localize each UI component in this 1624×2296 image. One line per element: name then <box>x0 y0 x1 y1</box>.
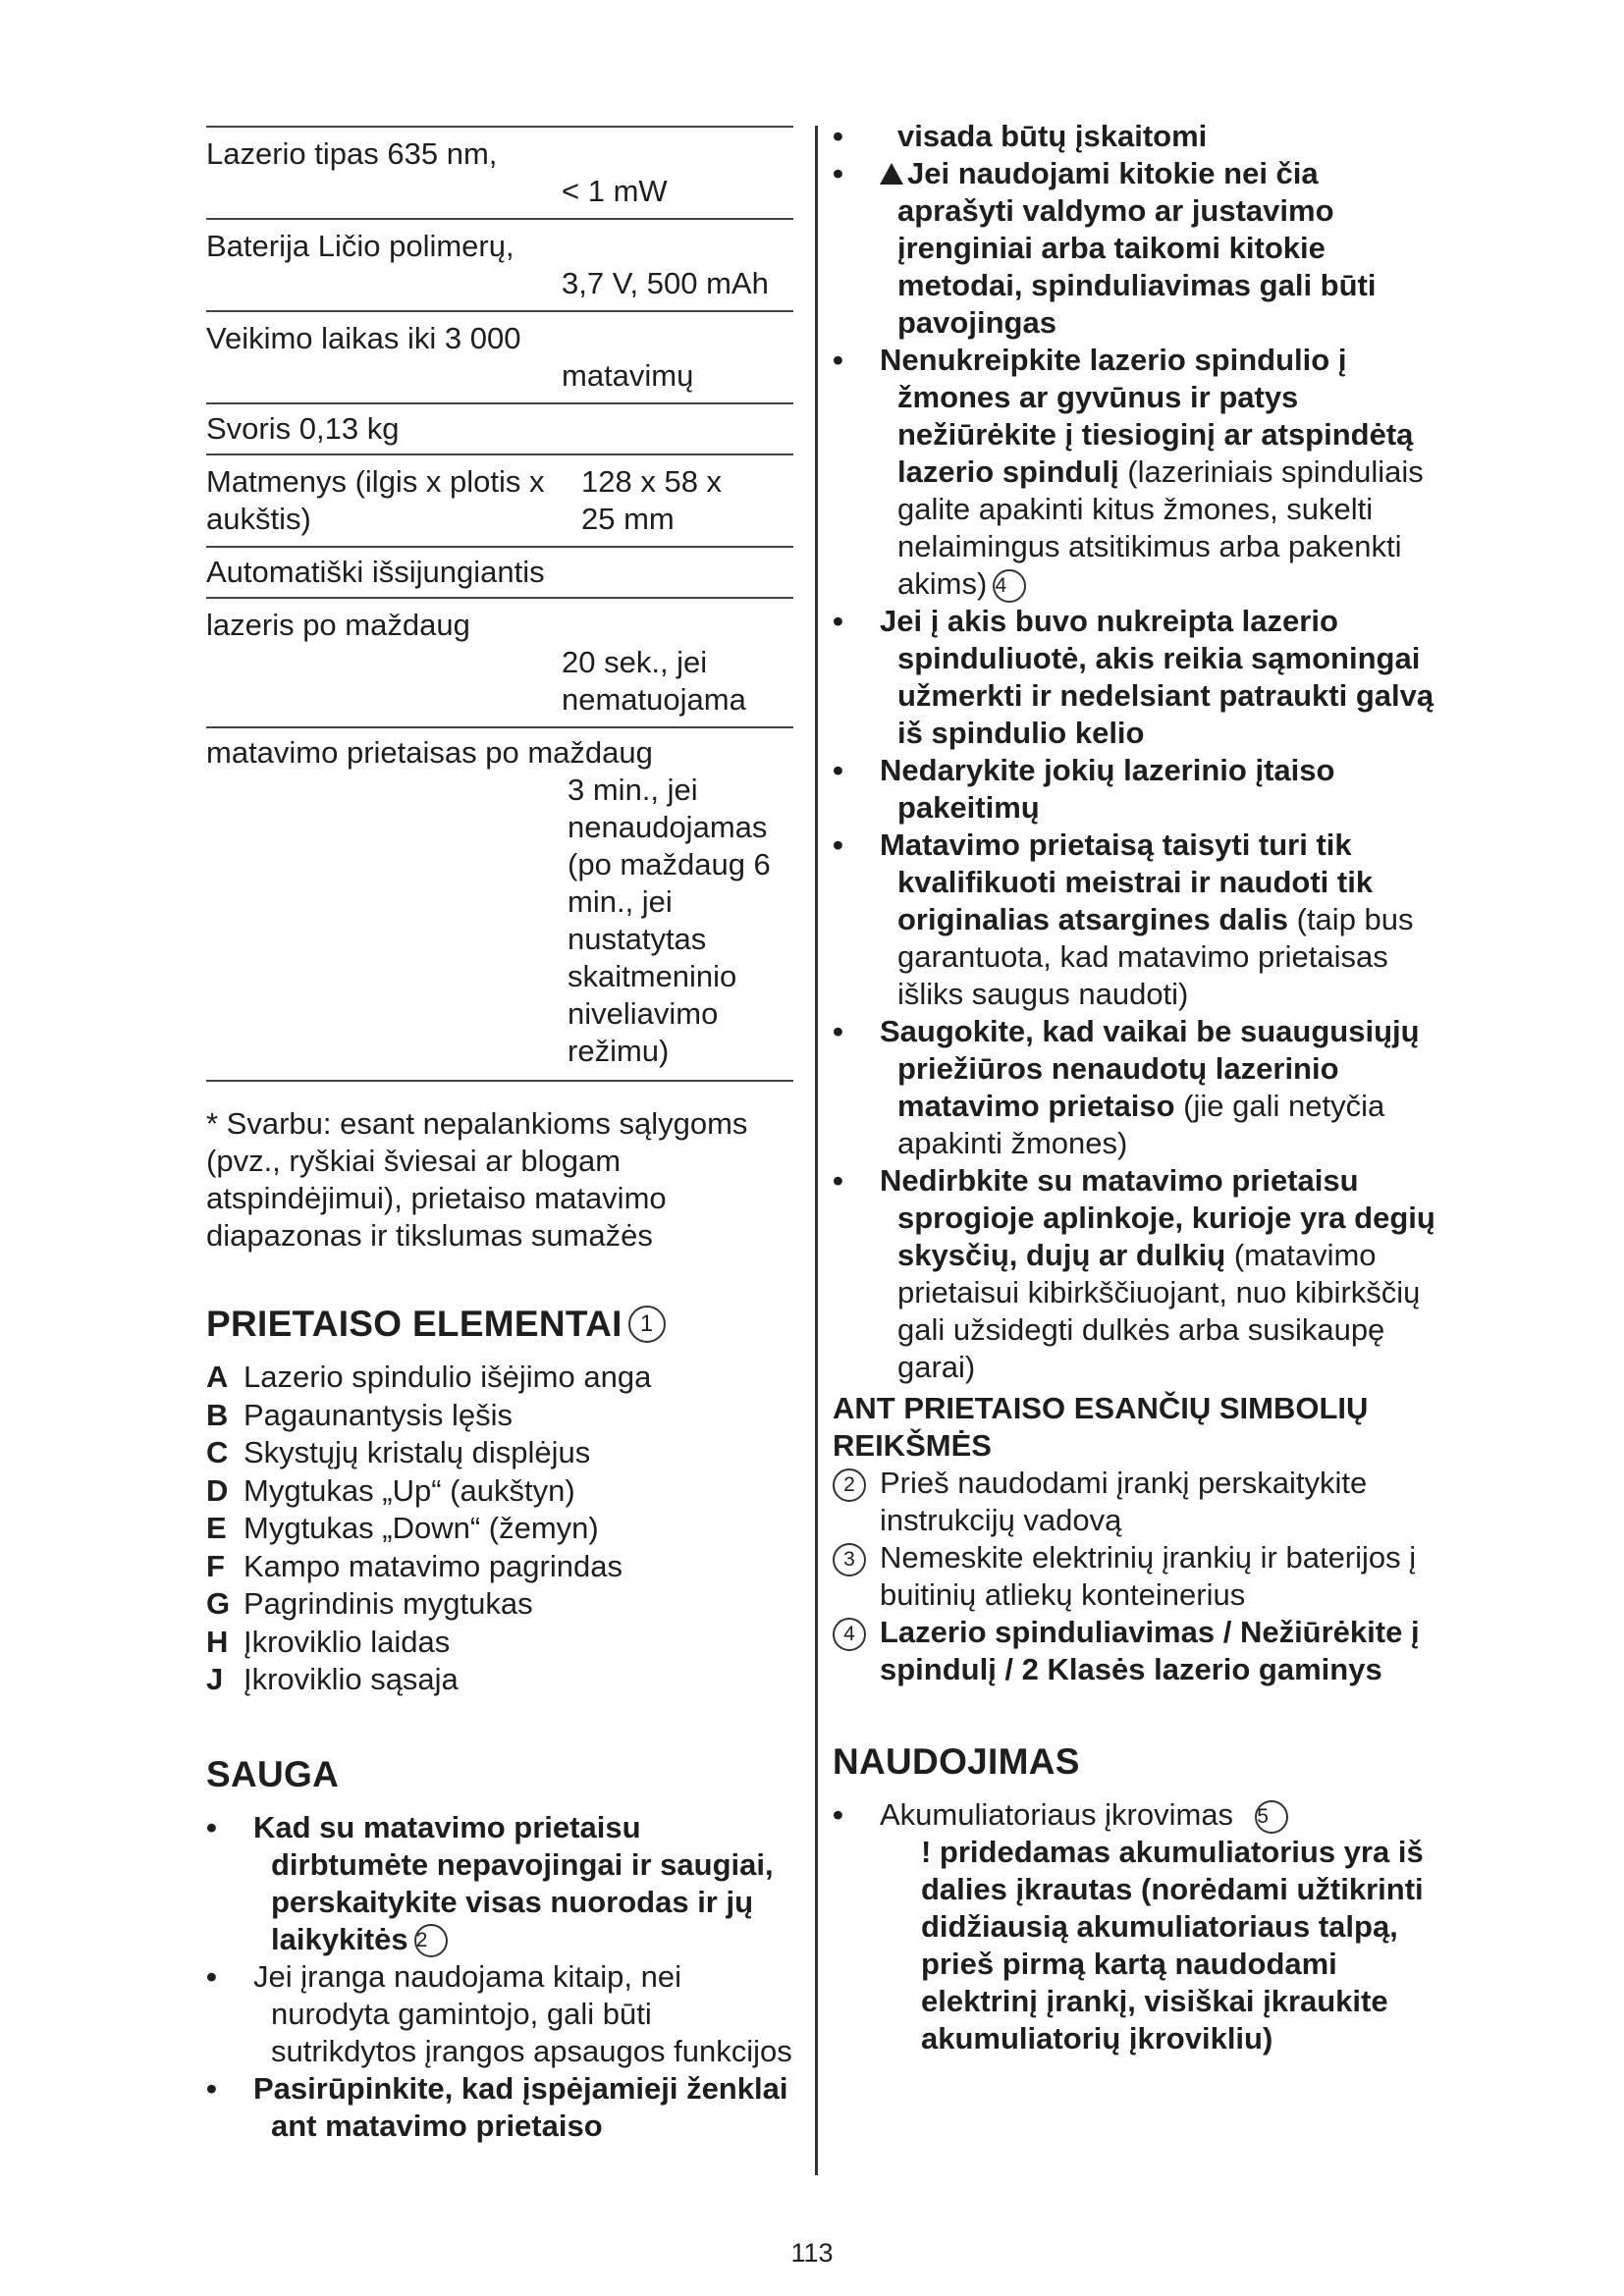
spec-row <box>206 548 793 599</box>
spec-label: matavimo prietaisas po maždaug <box>206 735 653 770</box>
safety-rule-text: • visada būtų įskaitomi <box>897 119 1208 153</box>
specifications-table <box>206 126 793 1082</box>
symbol-text: Lazerio spinduliavimas / Nežiūrėkite į spindulį / 2 Klasės lazerio gaminys <box>880 1615 1420 1686</box>
item-letter: B <box>206 1397 229 1432</box>
safety-rule-text: Saugokite, kad vaikai be suaugusiųjų priežiūros nenaudotų lazerinio matavimo prietaiso <box>880 1014 1420 1123</box>
figure-ref-4: 4 <box>993 569 1026 603</box>
item-text: Įkroviklio laidas <box>244 1624 451 1659</box>
figure-ref-2: 2 <box>414 1924 448 1957</box>
list-item <box>206 1434 793 1472</box>
spec-value <box>562 410 793 448</box>
page-number: 113 <box>790 2238 834 2268</box>
symbols-heading: ANT PRIETAISO ESANČIŲ SIMBOLIŲ REIKŠMĖS <box>833 1391 1369 1463</box>
safety-rule-text: Matavimo prietaisą taisyti turi tik kvalifikuoti meistrai ir naudoti tik originalias atsargines dalis <box>880 828 1374 936</box>
item-text: Pagaunantysis lęšis <box>244 1397 513 1432</box>
list-item <box>206 2070 793 2145</box>
column-divider <box>815 126 818 2175</box>
symbol-ref: 2 <box>833 1468 866 1502</box>
symbol-ref: 3 <box>833 1543 866 1576</box>
item-letter: J <box>206 1662 224 1696</box>
safety-rule-text: • Nedarykite jokių lazerinio įtaiso pakeitimų <box>880 753 1335 825</box>
safety-rule-detail: (jie gali netyčia apakinti žmones) <box>897 1089 1385 1160</box>
list-item <box>206 1661 793 1699</box>
safety-rule-detail: (matavimo prietaisui kibirkščiuojant, nuo kibirkščių gali užsidegti dulkės arba susikaupę garai) <box>897 1238 1421 1384</box>
spec-value: 3,7 V, 500 mAh <box>562 266 769 300</box>
safety-rule-text: • Jei įranga naudojama kitaip, nei nurodyta gamintojo, gali būti sutrikdytos įrangos apsaugos funkcijos <box>253 1958 792 2068</box>
safety-rule-detail: (lazeriniais spinduliais galite apakinti kitus žmones, sukelti nelaimingus atsitikimus arba pakenkti akims) <box>897 454 1424 601</box>
safety-rule-text: Nenukreipkite lazerio spindulio į žmones ar gyvūnus ir patys nežiūrėkite į tiesioginį ar atspindėtą lazerio spindulį <box>880 343 1414 489</box>
right-column <box>833 118 1441 2057</box>
item-letter: E <box>206 1511 227 1545</box>
spec-row <box>206 599 793 728</box>
item-letter: F <box>206 1548 225 1583</box>
figure-ref-1: 1 <box>628 1306 666 1343</box>
item-letter: G <box>206 1586 231 1621</box>
safety-rule-text: Kad su matavimo prietaisu dirbtumėte nepavojingai ir saugiai, perskaitykite visas nuorodas ir jų laikykitės <box>253 1809 774 1956</box>
safety-rule-text: Nedirbkite su matavimo prietaisu sprogioje aplinkoje, kurioje yra degių skysčių, dujų ar dulkių <box>880 1163 1435 1272</box>
spec-label: Automatiški išsijungiantis <box>206 555 545 589</box>
list-item <box>206 1548 793 1586</box>
spec-label: Svoris 0,13 kg <box>206 411 400 446</box>
list-item-continuation <box>833 118 1441 155</box>
list-item <box>206 1809 793 1958</box>
list-item <box>833 827 1441 1013</box>
spec-row <box>206 728 793 1082</box>
spec-value: 20 sek., jei nematuojama <box>562 645 746 717</box>
item-letter: C <box>206 1435 229 1469</box>
elements-list <box>206 1359 793 1699</box>
list-item <box>833 1796 1441 2057</box>
list-item <box>206 1359 793 1397</box>
elements-heading <box>206 1304 793 1345</box>
list-item <box>833 1162 1441 1386</box>
list-item <box>833 155 1441 342</box>
list-item <box>206 1958 793 2070</box>
symbol-ref: 4 <box>833 1618 866 1651</box>
safety-list-continued <box>833 118 1441 1386</box>
safety-rule-text: • Jei į akis buvo nukreipta lazerio spinduliuotė, akis reikia sąmoningai užmerkti ir nedelsiant patraukti galvą iš spindulio kelio <box>880 604 1435 750</box>
item-text: Lazerio spindulio išėjimo anga <box>244 1360 652 1394</box>
item-text: Mygtukas „Down“ (žemyn) <box>244 1511 599 1545</box>
item-text: Kampo matavimo pagrindas <box>244 1548 623 1583</box>
figure-ref-5: 5 <box>1255 1800 1288 1834</box>
list-item <box>833 1614 1441 1688</box>
usage-step-text: Akumuliatoriaus įkrovimas <box>880 1797 1234 1832</box>
list-item <box>206 1472 793 1511</box>
spec-label: lazeris po maždaug <box>206 608 470 642</box>
list-item <box>206 1397 793 1435</box>
safety-rule-text: Jei naudojami kitokie nei čia aprašyti valdymo ar justavimo įrenginiai arba taikomi kitokie metodai, spinduliavimas gali būti pavojingas <box>897 156 1377 340</box>
item-letter: H <box>206 1624 229 1659</box>
spec-row <box>206 220 793 312</box>
safety-rule-detail: (taip bus garantuota, kad matavimo prietaisas išliks saugus naudoti) <box>897 902 1414 1011</box>
spec-value: matavimų <box>562 358 694 393</box>
item-text: Pagrindinis mygtukas <box>244 1586 533 1621</box>
item-text: Įkroviklio sąsaja <box>244 1662 459 1696</box>
list-item <box>833 1539 1441 1614</box>
list-item <box>206 1624 793 1662</box>
usage-heading: NAUDOJIMAS <box>833 1741 1080 1782</box>
laser-warning-icon <box>880 163 903 185</box>
elements-heading-text: PRIETAISO ELEMENTAI <box>206 1304 623 1344</box>
spec-label: Matmenys (ilgis x plotis x aukštis) <box>206 464 545 536</box>
safety-heading: SAUGA <box>206 1753 340 1794</box>
list-item <box>833 1465 1441 1539</box>
important-note: * Svarbu: esant nepalankioms sąlygoms (pvz., ryškiai šviesai ar blogam atspindėjimui), prietaiso matavimo diapazonas ir tikslumas sumažės <box>206 1106 748 1253</box>
spec-value: 3 min., jei nenaudojamas (po maždaug 6 min., jei nustatytas skaitmeninio niveliavimo režimu) <box>568 773 771 1068</box>
item-letter: D <box>206 1472 229 1508</box>
item-text: Skystųjų kristalų displėjus <box>244 1435 591 1469</box>
usage-step-detail: ! pridedamas akumuliatorius yra iš dalies įkrautas (norėdami užtikrinti didžiausią akumuliatoriaus talpą, prieš pirmą kartą naudodami elektrinį įrankį, visiškai įkraukite akumuliatorių įkrovikliu) <box>921 1835 1424 2056</box>
usage-list <box>833 1796 1441 2057</box>
spec-row <box>206 455 793 548</box>
list-item <box>833 603 1441 752</box>
list-item <box>833 342 1441 603</box>
spec-value: < 1 mW <box>562 174 668 208</box>
spec-label: Veikimo laikas iki 3 000 <box>206 321 521 355</box>
list-item <box>206 1585 793 1624</box>
list-item <box>833 1013 1441 1162</box>
safety-rule-text: • Pasirūpinkite, kad įspėjamieji ženklai ant matavimo prietaiso <box>253 2070 788 2143</box>
spec-row <box>206 312 793 404</box>
safety-list <box>206 1809 793 2145</box>
spec-label: Lazerio tipas 635 nm, <box>206 136 498 171</box>
left-column <box>206 126 793 2145</box>
spec-row <box>206 404 793 455</box>
spec-row <box>206 128 793 220</box>
symbol-text: Nemeskite elektrinių įrankių ir baterijos į buitinių atliekų konteinerius <box>880 1540 1417 1612</box>
symbols-list <box>833 1465 1441 1688</box>
item-text: Mygtukas „Up“ (aukštyn) <box>244 1472 575 1508</box>
item-letter: A <box>206 1360 229 1394</box>
spec-value: 128 x 58 x 25 mm <box>581 464 723 536</box>
list-item <box>206 1510 793 1548</box>
spec-label: Baterija Ličio polimerų, <box>206 229 514 263</box>
list-item <box>833 752 1441 827</box>
symbol-text: Prieš naudodami įrankį perskaitykite instrukcijų vadovą <box>880 1466 1368 1537</box>
